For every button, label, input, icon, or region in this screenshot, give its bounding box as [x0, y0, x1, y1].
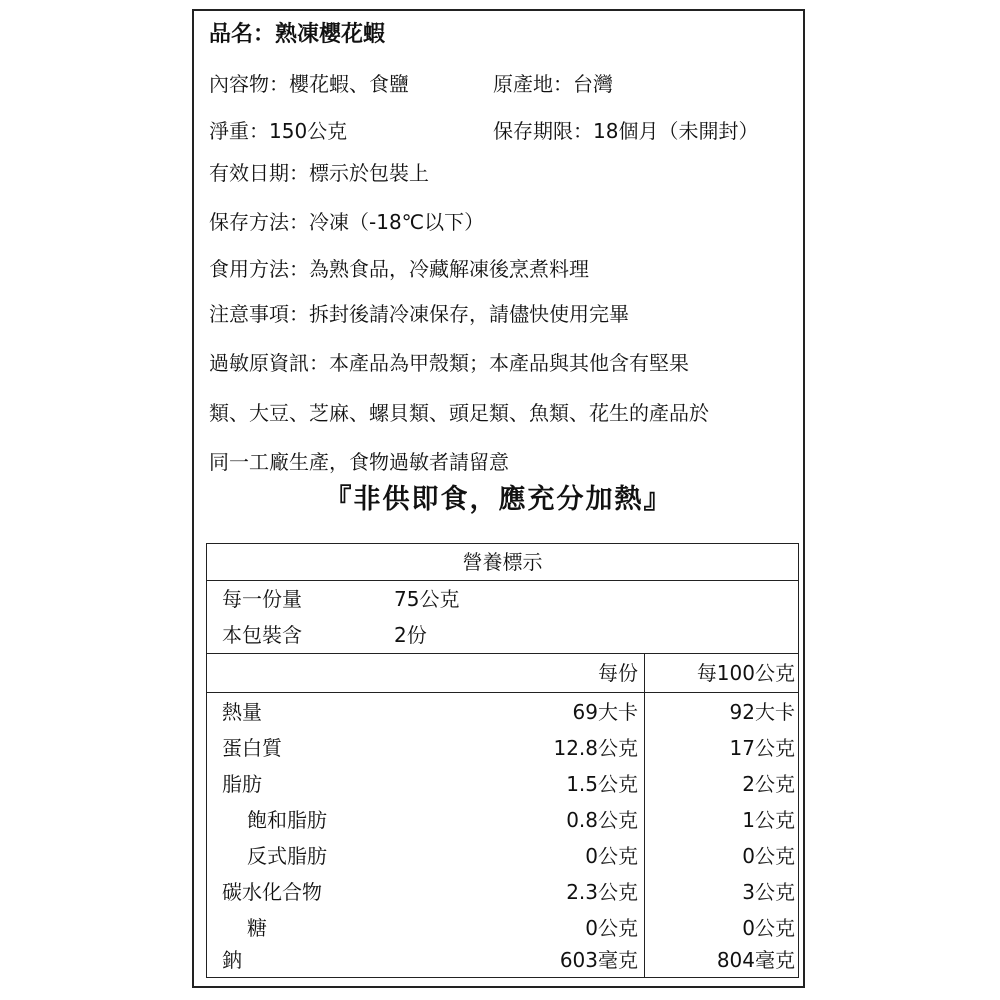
- nutrient-name: 熱量: [222, 700, 262, 724]
- nutrition-row: [207, 694, 798, 730]
- nutrition-row: [207, 910, 798, 946]
- col-header-per-serving: 每份: [598, 661, 638, 685]
- shelf-life: 保存期限：18個月（未開封）: [493, 119, 759, 143]
- per-100g-value: 2公克: [742, 772, 795, 796]
- per-100g-value: 0公克: [742, 916, 795, 940]
- column-header-row: [207, 653, 798, 693]
- ingredients: 內容物：櫻花蝦、食鹽: [209, 72, 409, 96]
- nutrient-name: 蛋白質: [222, 736, 282, 760]
- allergen-line-1: 過敏原資訊：本產品為甲殼類；本產品與其他含有堅果: [209, 351, 689, 375]
- per-serving-value: 0公克: [585, 916, 638, 940]
- per-100g-value: 92大卡: [729, 700, 795, 724]
- heating-warning: 『非供即食，應充分加熱』: [324, 484, 673, 515]
- per-serving-value: 1.5公克: [566, 772, 638, 796]
- per-serving-value: 0.8公克: [566, 808, 638, 832]
- per-serving-value: 603毫克: [559, 948, 638, 972]
- storage-method: 保存方法：冷凍（-18℃以下）: [209, 210, 485, 234]
- notice: 注意事項：拆封後請冷凍保存，請儘快使用完畢: [209, 302, 629, 326]
- nutrition-row: [207, 942, 798, 978]
- nutrition-title: 營養標示: [207, 544, 798, 581]
- nutrient-name: 脂肪: [222, 772, 262, 796]
- servings-per-pack-row: [207, 617, 798, 653]
- origin: 原產地：台灣: [493, 72, 613, 96]
- nutrition-table: [206, 543, 799, 978]
- per-100g-value: 1公克: [742, 808, 795, 832]
- nutrient-name: 反式脂肪: [247, 844, 327, 868]
- per-100g-value: 3公克: [742, 880, 795, 904]
- col-header-per-100g: 每100公克: [696, 661, 795, 685]
- nutrient-name: 飽和脂肪: [247, 808, 327, 832]
- nutrient-name: 碳水化合物: [222, 880, 322, 904]
- nutrition-row: [207, 838, 798, 874]
- allergen-line-3: 同一工廠生產，食物過敏者請留意: [209, 450, 509, 474]
- serving-size-row: [207, 581, 798, 617]
- per-100g-value: 17公克: [729, 736, 795, 760]
- nutrient-name: 糖: [247, 916, 267, 940]
- product-label: [192, 9, 805, 988]
- nutrient-name: 鈉: [222, 948, 242, 972]
- nutrition-row: [207, 874, 798, 910]
- product-name: 品名：熟凍櫻花蝦: [209, 22, 386, 47]
- net-weight: 淨重：150公克: [209, 119, 348, 143]
- weight-line: [209, 119, 759, 143]
- allergen-line-2: 類、大豆、芝麻、螺貝類、頭足類、魚類、花生的產品於: [209, 401, 709, 425]
- per-100g-value: 0公克: [742, 844, 795, 868]
- servings-label: 本包裝含: [222, 623, 302, 647]
- per-serving-value: 12.8公克: [553, 736, 638, 760]
- usage-method: 食用方法：為熟食品，冷藏解凍後烹煮料理: [209, 257, 589, 281]
- per-serving-value: 0公克: [585, 844, 638, 868]
- per-serving-value: 2.3公克: [566, 880, 638, 904]
- nutrition-row: [207, 802, 798, 838]
- nutrition-row: [207, 730, 798, 766]
- serving-size-label: 每一份量: [222, 587, 302, 611]
- serving-size-value: 75公克: [394, 587, 460, 611]
- per-serving-value: 69大卡: [572, 700, 638, 724]
- expiry-date: 有效日期：標示於包裝上: [209, 161, 429, 185]
- servings-value: 2份: [394, 623, 427, 647]
- per-100g-value: 804毫克: [716, 948, 795, 972]
- nutrition-row: [207, 766, 798, 802]
- ingredients-line: [209, 72, 613, 96]
